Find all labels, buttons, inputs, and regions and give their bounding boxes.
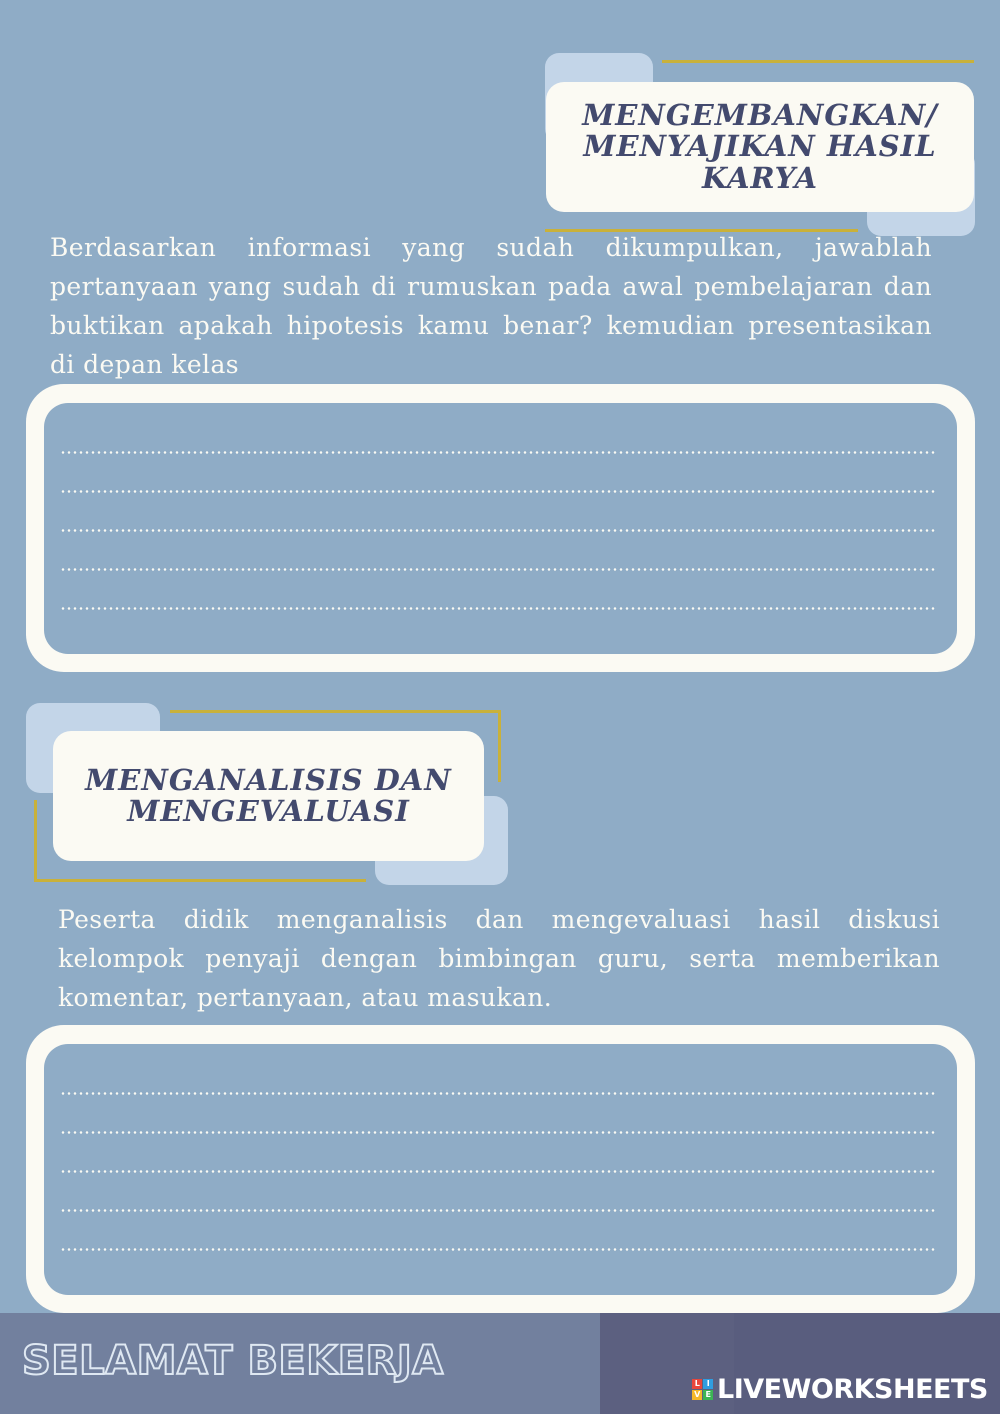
- footer-title: SELAMAT BEKERJA: [22, 1338, 444, 1384]
- section-title: MENGEMBANGKAN/ MENYAJIKAN HASIL KARYA: [582, 98, 938, 195]
- section-title-card: [546, 82, 974, 212]
- answer-area: [44, 1044, 957, 1295]
- brand-logo-letter: V: [692, 1390, 702, 1400]
- header-gold-line: [170, 710, 501, 713]
- brand-logo-letter: E: [703, 1390, 713, 1400]
- header-gold-line: [498, 710, 501, 782]
- answer-input[interactable]: [60, 1058, 937, 1278]
- answer-box-frame: [26, 384, 975, 672]
- section-title: MENGANALISIS DAN MENGEVALUASI: [85, 762, 452, 828]
- brand-logo-letter: I: [703, 1379, 713, 1389]
- header-gold-line: [34, 800, 37, 882]
- brand-logo-letter: L: [692, 1379, 702, 1389]
- answer-input[interactable]: [60, 417, 937, 637]
- brand-logo-icon: [692, 1379, 713, 1400]
- section-title-card: [53, 731, 484, 861]
- instruction-block: [58, 900, 940, 1017]
- brand-link[interactable]: [692, 1374, 988, 1405]
- instruction-text: Berdasarkan informasi yang sudah dikumpulkan, jawablah pertanyaan yang sudah di rumuskan pada awal pembelajaran dan buktikan apakah hipotesis kamu benar? kemudian presentasikan di depan kelas: [50, 233, 932, 379]
- instruction-text: Peserta didik menganalisis dan mengevaluasi hasil diskusi kelompok penyaji dengan bimbingan guru, serta memberikan komentar, pertanyaan, atau masukan.: [58, 905, 940, 1012]
- answer-area: [44, 403, 957, 654]
- header-gold-line: [34, 879, 366, 882]
- header-gold-line: [662, 60, 974, 63]
- instruction-block: [50, 228, 932, 384]
- brand-name: LIVEWORKSHEETS: [717, 1374, 988, 1405]
- answer-box-frame: [26, 1025, 975, 1313]
